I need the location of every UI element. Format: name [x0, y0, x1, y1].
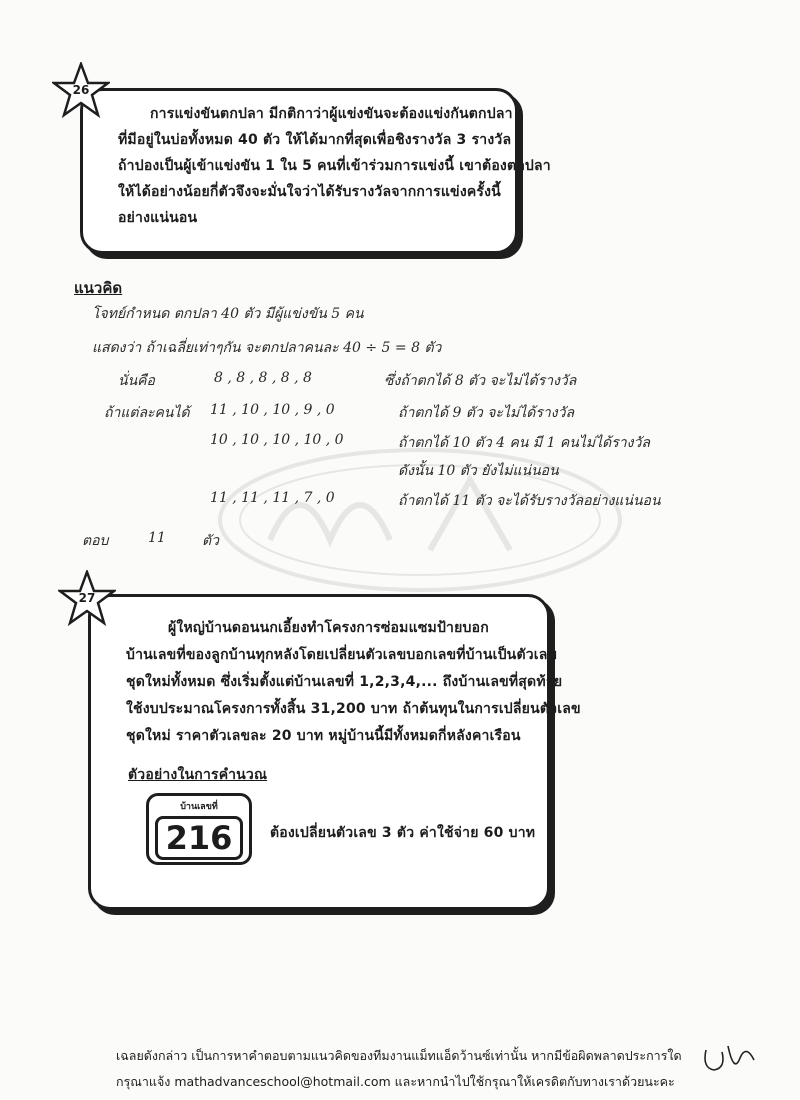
solution-row-4-note: ดังนั้น 10 ตัว ยังไม่แน่นอน — [398, 463, 559, 479]
problem-26-star-badge — [52, 62, 110, 120]
example-heading: ตัวอย่างในการคำนวณ — [128, 767, 268, 783]
problem-26-number: 26 — [72, 83, 90, 97]
problem-27-line-5: ชุดใหม่ ราคาตัวเลขละ 20 บาท หมู่บ้านนี้มีทั้งหมดกี่หลังคาเรือน — [126, 728, 521, 744]
solution-row-1-label: นั่นคือ — [118, 373, 155, 389]
problem-27-line-3: ชุดใหม่ทั้งหมด ซึ่งเริ่มตั้งแต่บ้านเลขที่ 1,2,3,4,... ถึงบ้านเลขที่สุดท้าย — [126, 674, 563, 690]
problem-26-line-3: ถ้าปองเป็นผู้เข้าแข่งขัน 1 ใน 5 คนที่เข้าร่วมการแข่งนี้ เขาต้องตกปลา — [118, 158, 551, 174]
solution-row-1-note: ซึ่งถ้าตกได้ 8 ตัว จะไม่ได้รางวัล — [384, 373, 577, 389]
solution-row-2-note: ถ้าตกได้ 9 ตัว จะไม่ได้รางวัล — [398, 405, 575, 421]
problem-26-line-2: ที่มีอยู่ในบ่อทั้งหมด 40 ตัว ให้ได้มากที่สุดเพื่อชิงรางวัล 3 รางวัล — [118, 132, 512, 148]
answer-unit: ตัว — [202, 533, 219, 549]
answer-label: ตอบ — [82, 533, 109, 549]
problem-27-number: 27 — [78, 591, 96, 605]
solution-row-3-note: ถ้าตกได้ 10 ตัว 4 คน มี 1 คนไม่ได้รางวัล — [398, 435, 650, 451]
solution-row-5-values: 11 , 11 , 11 , 7 , 0 — [210, 490, 335, 506]
example-text: ต้องเปลี่ยนตัวเลข 3 ตัว ค่าใช้จ่าย 60 บาท — [270, 825, 536, 841]
solution-row-2-label: ถ้าแต่ละคนได้ — [104, 405, 190, 421]
solution-line-2: แสดงว่า ถ้าเฉลี่ยเท่าๆกัน จะตกปลาคนละ 40 ÷ 5 = 8 ตัว — [92, 340, 442, 356]
solution-row-1-values: 8 , 8 , 8 , 8 , 8 — [214, 370, 312, 386]
problem-26-line-1: การแข่งขันตกปลา มีกติกาว่าผู้แข่งขันจะต้องแข่งกันตกปลา — [150, 106, 513, 122]
solution-row-2-values: 11 , 10 , 10 , 9 , 0 — [210, 402, 335, 418]
solution-row-3-values: 10 , 10 , 10 , 10 , 0 — [210, 432, 344, 448]
plate-label: บ้านเลขที่ — [180, 802, 218, 812]
footer-line-2: กรุณาแจ้ง mathadvanceschool@hotmail.com และหากนำไปใช้กรุณาให้เครดิตกับทางเราด้วยนะคะ — [116, 1074, 675, 1089]
answer-value: 11 — [148, 530, 166, 546]
house-number-plate — [146, 793, 252, 865]
solution-line-1: โจทย์กำหนด ตกปลา 40 ตัว มีผู้แข่งขัน 5 คน — [92, 306, 364, 322]
solution-row-5-note: ถ้าตกได้ 11 ตัว จะได้รับรางวัลอย่างแน่นอน — [398, 493, 661, 509]
plate-number: 216 — [155, 816, 243, 860]
problem-26-line-4: ให้ได้อย่างน้อยกี่ตัวจึงจะมั่นใจว่าได้รับรางวัลจากการแข่งครั้งนี้ — [118, 184, 501, 200]
problem-27-star-badge — [58, 570, 116, 628]
solution-heading: แนวคิด — [74, 279, 123, 297]
problem-27-line-2: บ้านเลขที่ของลูกบ้านทุกหลังโดยเปลี่ยนตัวเลขบอกเลขที่บ้านเป็นตัวเลข — [126, 647, 558, 663]
handwritten-page-mark — [700, 1038, 760, 1078]
problem-26-line-5: อย่างแน่นอน — [118, 210, 198, 226]
problem-27-line-4: ใช้งบประมาณโครงการทั้งสิ้น 31,200 บาท ถ้าต้นทุนในการเปลี่ยนตัวเลข — [126, 701, 581, 717]
problem-27-line-1: ผู้ใหญ่บ้านดอนนกเอี้ยงทำโครงการซ่อมแซมป้ายบอก — [168, 620, 489, 636]
footer-line-1: เฉลยดังกล่าว เป็นการหาคำตอบตามแนวคิดของทีมงานแม็ทแอ็ดว้านซ์เท่านั้น หากมีข้อผิดพลาดประการใด — [116, 1048, 682, 1063]
